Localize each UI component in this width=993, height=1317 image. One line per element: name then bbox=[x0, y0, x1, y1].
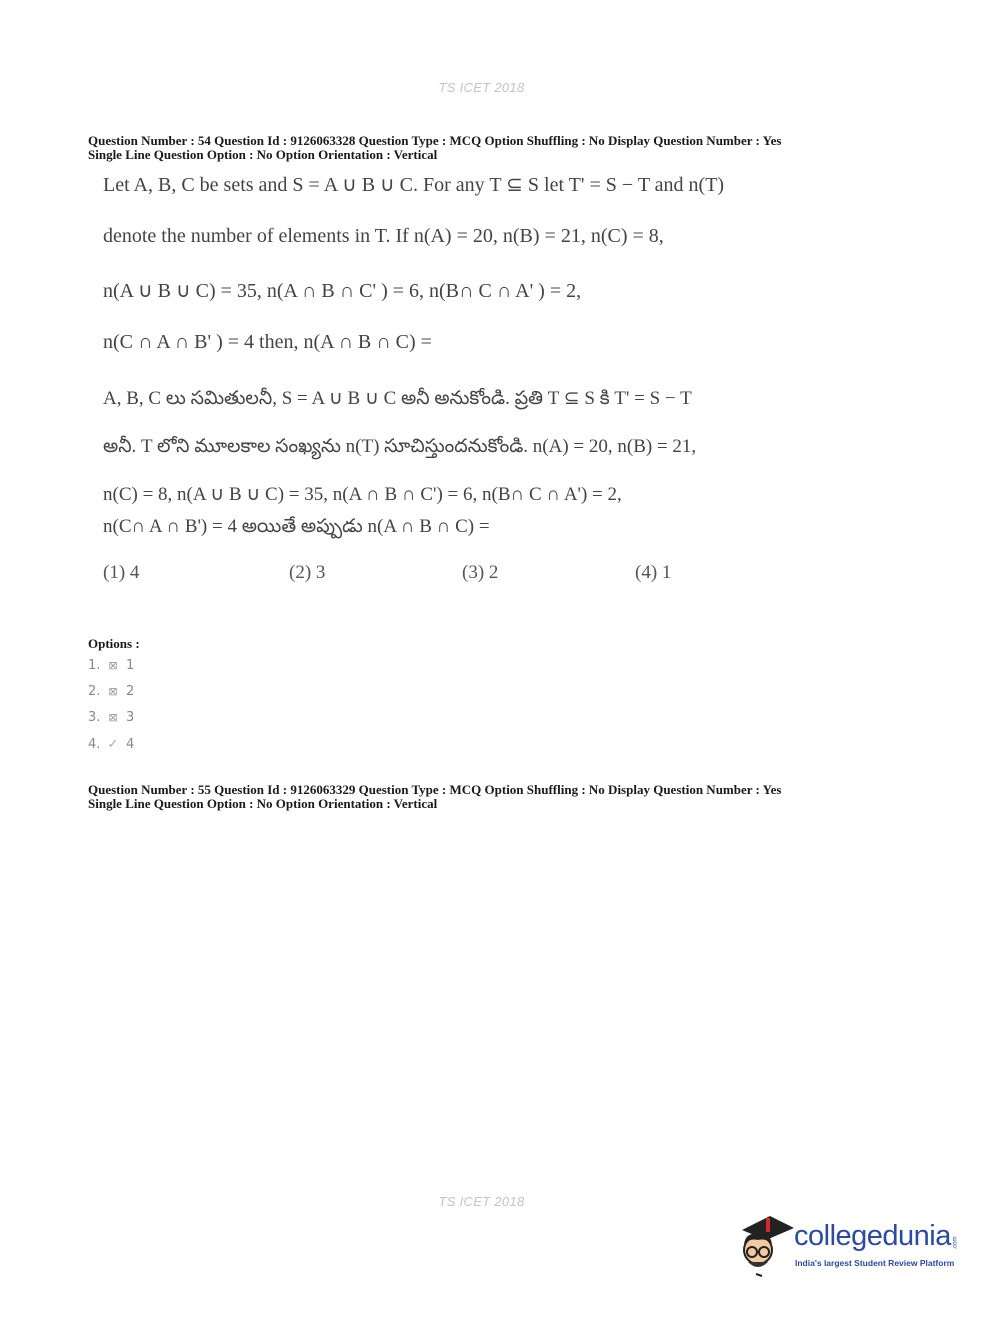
q54-inline-option-4: (4) 1 bbox=[635, 562, 672, 583]
q54-telugu-line-4: n(C∩ A ∩ B') = 4 అయితే అప్పుడు n(A ∩ B ∩ C) = bbox=[103, 516, 490, 537]
option-number: 2. bbox=[88, 683, 101, 699]
q54-english-line-2: denote the number of elements in T. If n(A) = 20, n(B) = 21, n(C) = 8, bbox=[103, 225, 664, 247]
q54-meta bbox=[88, 134, 908, 162]
wrong-icon: ⊠ bbox=[108, 684, 118, 698]
q54-meta-line1: Question Number : 54 Question Id : 9126063328 Question Type : MCQ Option Shuffling : No Display Question Number : Yes bbox=[88, 133, 782, 148]
check-icon: ✓ bbox=[107, 736, 119, 752]
q54-telugu-line-2: అనీ. T లోని మూలకాల సంఖ్యను n(T) సూచిస్తుందనుకోండి. n(A) = 20, n(B) = 21, bbox=[103, 436, 697, 457]
option-number: 3. bbox=[88, 709, 101, 725]
collegedunia-logo bbox=[736, 1210, 961, 1280]
q55-meta-line2: Single Line Question Option : No Option Orientation : Vertical bbox=[88, 796, 438, 811]
option-row-1 bbox=[88, 656, 134, 674]
q54-english-line-4: n(C ∩ A ∩ B' ) = 4 then, n(A ∩ B ∩ C) = bbox=[103, 331, 432, 353]
q54-english-line-3: n(A ∪ B ∪ C) = 35, n(A ∩ B ∩ C' ) = 6, n(B∩ C ∩ A' ) = 2, bbox=[103, 280, 582, 302]
option-value: 2 bbox=[126, 683, 135, 699]
q55-meta-line1: Question Number : 55 Question Id : 9126063329 Question Type : MCQ Option Shuffling : No Display Question Number : Yes bbox=[88, 782, 782, 797]
option-row-3 bbox=[88, 708, 134, 726]
option-number: 4. bbox=[88, 736, 101, 752]
option-value: 3 bbox=[126, 709, 135, 725]
footer-watermark: TS ICET 2018 bbox=[438, 1194, 525, 1209]
option-number: 1. bbox=[88, 657, 101, 673]
option-value: 1 bbox=[126, 657, 135, 673]
q54-telugu-line-1: A, B, C లు సమితులనీ, S = A ∪ B ∪ C అనీ అనుకోండి. ప్రతి T ⊆ S కి T' = S − T bbox=[103, 388, 692, 409]
mascot-icon bbox=[736, 1210, 796, 1280]
logo-suffix: .com bbox=[952, 1236, 959, 1250]
option-row-4 bbox=[88, 735, 134, 753]
q54-meta-line2: Single Line Question Option : No Option Orientation : Vertical bbox=[88, 147, 438, 162]
q54-inline-option-2: (2) 3 bbox=[289, 562, 326, 583]
options-label: Options : bbox=[88, 636, 140, 651]
option-row-2 bbox=[88, 682, 134, 700]
header-watermark: TS ICET 2018 bbox=[438, 80, 525, 95]
logo-wordmark: collegedunia bbox=[794, 1220, 951, 1252]
q54-inline-option-1: (1) 4 bbox=[103, 562, 140, 583]
logo-tagline: India's largest Student Review Platform bbox=[795, 1258, 955, 1268]
wrong-icon: ⊠ bbox=[108, 710, 118, 724]
q54-english-line-1: Let A, B, C be sets and S = A ∪ B ∪ C. For any T ⊆ S let T' = S − T and n(T) bbox=[103, 174, 725, 196]
q54-telugu-line-3: n(C) = 8, n(A ∪ B ∪ C) = 35, n(A ∩ B ∩ C') = 6, n(B∩ C ∩ A') = 2, bbox=[103, 484, 622, 505]
q54-inline-option-3: (3) 2 bbox=[462, 562, 499, 583]
wrong-icon: ⊠ bbox=[108, 658, 118, 672]
option-value: 4 bbox=[126, 736, 135, 752]
q55-meta bbox=[88, 783, 908, 811]
